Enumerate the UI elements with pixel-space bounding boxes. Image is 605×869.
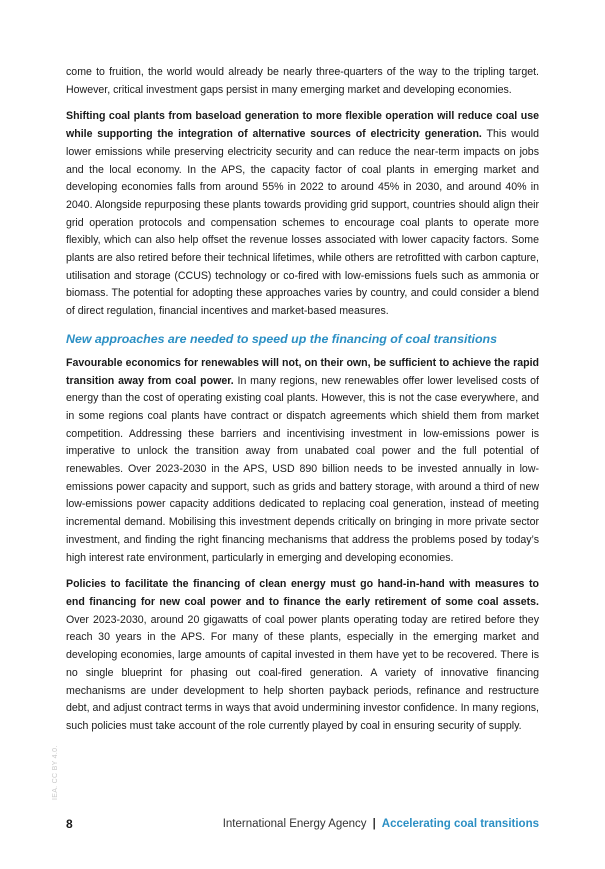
page-footer [66, 815, 539, 833]
page-number: 8 [66, 817, 73, 831]
paragraph-lead: Policies to facilitate the financing of clean energy must go hand-in-hand with measures to end financing for new coal power and to finance the early retirement of some coal assets. [66, 578, 539, 608]
body-paragraph-3 [66, 355, 539, 567]
organization-name: International Energy Agency [222, 818, 367, 830]
footer-separator: | [372, 818, 376, 830]
section-heading: New approaches are needed to speed up the financing of coal transitions [66, 331, 498, 346]
paragraph-text: This would lower emissions while preserving electricity security and can reduce the near-term impacts on jobs and the local economy. In the APS, the capacity factor of coal plants in emerging market and developing economies falls from around 55% in 2022 to around 45% in 2030, and around 40% in 2040. Alongside repurposing these plants towards providing grid support, countries should align their grid operation protocols and compensation schemes to encourage coal plants to operate more flexibly, which can also help offset the revenue losses associated with lower capacity factors. Some plants are also retired before their technical lifetimes, while others are retrofitted with carbon capture, utilisation and storage (CCUS) technology or co-fired with low-emissions fuels such as ammonia or biomass. The potential for adopting these approaches varies by country, and could consider a blend of direct regulation, financial incentives and market-based measures. [66, 128, 539, 318]
paragraph-text: In many regions, new renewables offer lower levelised costs of energy than the cost of operating existing coal plants. However, this is not the case everywhere, and in some regions coal plants have contract or dispatch agreements which shield them from market competition. Addressing these barriers and incentivising investment in low-emissions power is imperative to unlock the transition away from unabated coal power and the full potential of renewables. Over 2023-2030 in the APS, USD 890 billion needs to be invested annually in low-emissions power capacity and support, such as grids and battery storage, with around a third of new low-emissions power capacity additions dedicated to replacing coal generation, instead of meeting incremental demand. Mobilising this investment depends critically on bringing in more private sector investment, and finding the right financing mechanisms that address the problems posed by today’s high interest rate environment, particularly in emerging and developing economies. [66, 374, 539, 564]
report-title: Accelerating coal transitions [381, 818, 539, 830]
footer-title-group [223, 815, 539, 833]
body-paragraph-4 [66, 576, 539, 735]
paragraph-lead: Favourable economics for renewables will not, on their own, be sufficient to achieve the rapid transition away from coal power. [66, 356, 539, 387]
page-content [66, 64, 539, 745]
license-watermark: IEA. CC BY 4.0. [52, 745, 59, 800]
body-paragraph-1 [66, 64, 539, 99]
paragraph-text: come to fruition, the world would already be nearly three-quarters of the way to the tripling target. However, critical investment gaps persist in many emerging market and developing economies. [66, 66, 539, 96]
paragraph-lead: Shifting coal plants from baseload generation to more flexible operation will reduce coal use while supporting the integration of alternative sources of electricity generation. [66, 110, 539, 141]
body-paragraph-2 [66, 108, 539, 320]
paragraph-text: Over 2023-2030, around 20 gigawatts of coal power plants operating today are retired before they reach 30 years in the APS. For many of these plants, especially in the emerging market and developing economies, large amounts of capital invested in them have yet to be recovered. There is no single blueprint for phasing out coal-fired generation. A variety of innovative financing mechanisms are under development to help shorten payback periods, refinance and restructure debt, and adjust contract terms in ways that avoid undermining investor confidence. In many regions, such policies must take account of the role currently played by coal in ensuring security of supply. [66, 613, 539, 732]
